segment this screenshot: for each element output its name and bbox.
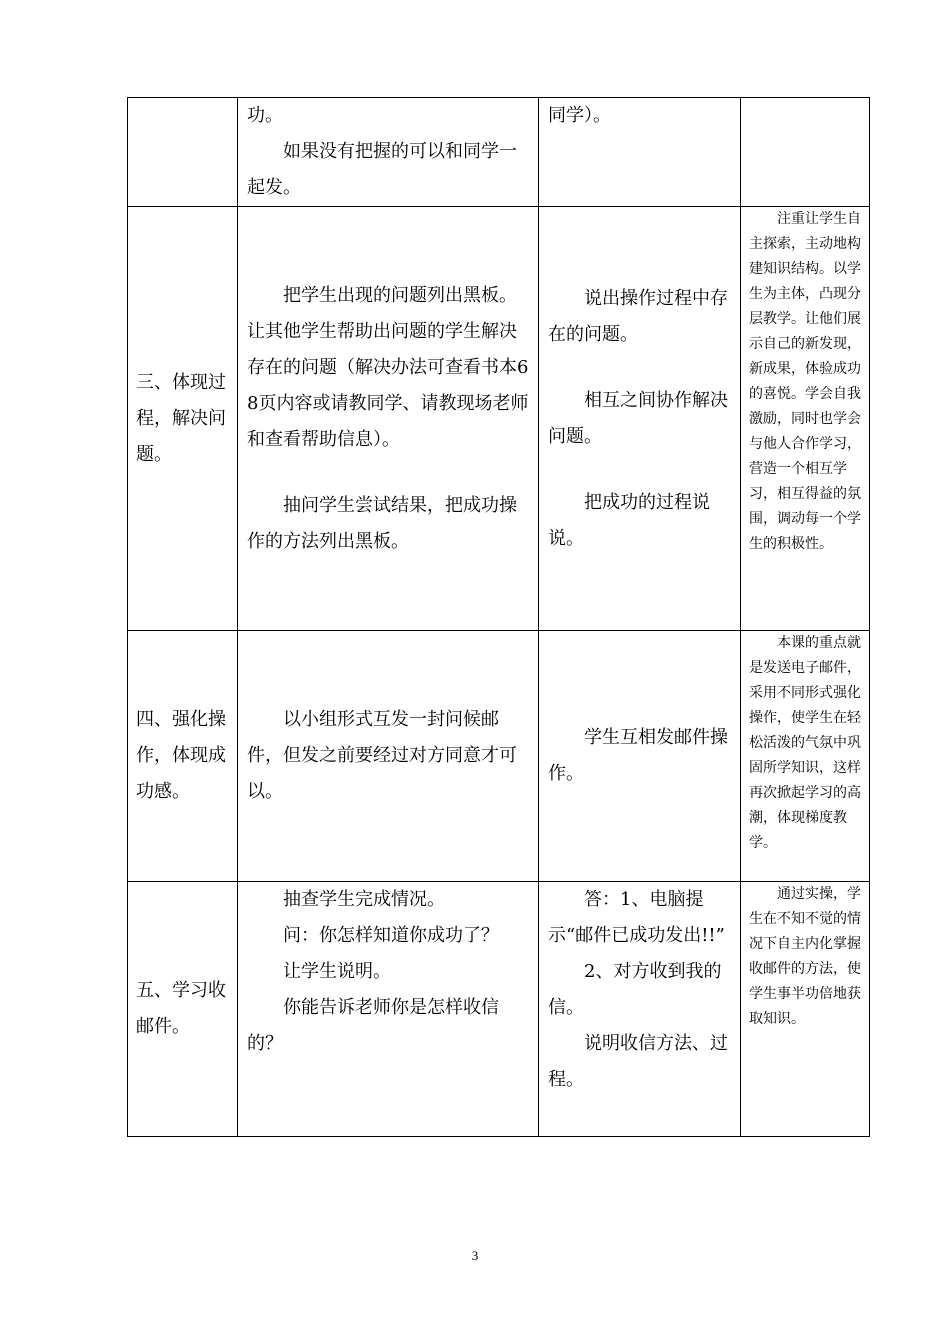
student-activity-cell: 答：1、电脑提示“邮件已成功发出!!” 2、对方收到我的信。 说明收信方法、过程。 <box>539 882 741 1137</box>
design-intent-cell: 注重让学生自主探索，主动地构建知识结构。以学生为主体，凸现分层教学。让他们展示自己的新发现，新成果，体验成功的喜悦。学会自我激励，同时也学会与他人合作学习，营造一个相互学习，相互得益的氛围，调动每一个学生的积极性。 <box>741 207 870 631</box>
stage-cell: 三、体现过程，解决问题。 <box>128 207 238 631</box>
table-row <box>128 207 870 631</box>
design-intent-cell: 本课的重点就是发送电子邮件，采用不同形式强化操作，使学生在轻松活泼的气氛中巩固所学知识，这样再次掀起学习的高潮，体现梯度教学。 <box>741 631 870 882</box>
teacher-activity-cell: 功。 如果没有把握的可以和同学一起发。 <box>238 98 539 207</box>
table-row <box>128 98 870 207</box>
design-intent-cell: 通过实操，学生在不知不觉的情况下自主内化掌握收邮件的方法，使学生事半功倍地获取知识。 <box>741 882 870 1137</box>
stage-cell: 五、学习收邮件。 <box>128 882 238 1137</box>
design-intent-cell <box>741 98 870 207</box>
table-row <box>128 882 870 1137</box>
student-activity-cell: 同学）。 <box>539 98 741 207</box>
page-number: 3 <box>471 1248 479 1263</box>
teacher-activity-cell: 把学生出现的问题列出黑板。让其他学生帮助出问题的学生解决存在的问题（解决办法可查看书本68页内容或请教同学、请教现场老师和查看帮助信息）。 抽问学生尝试结果，把成功操作的方法列出黑板。 <box>238 207 539 631</box>
stage-cell <box>128 98 238 207</box>
lesson-plan-table <box>127 97 870 1137</box>
student-activity-cell: 学生互相发邮件操作。 <box>539 631 741 882</box>
teacher-activity-cell: 以小组形式互发一封问候邮件，但发之前要经过对方同意才可以。 <box>238 631 539 882</box>
stage-cell: 四、强化操作，体现成功感。 <box>128 631 238 882</box>
student-activity-cell: 说出操作过程中存在的问题。 相互之间协作解决问题。 把成功的过程说说。 <box>539 207 741 631</box>
teacher-activity-cell: 抽查学生完成情况。 问：你怎样知道你成功了？ 让学生说明。 你能告诉老师你是怎样收信的？ <box>238 882 539 1137</box>
table-row <box>128 631 870 882</box>
